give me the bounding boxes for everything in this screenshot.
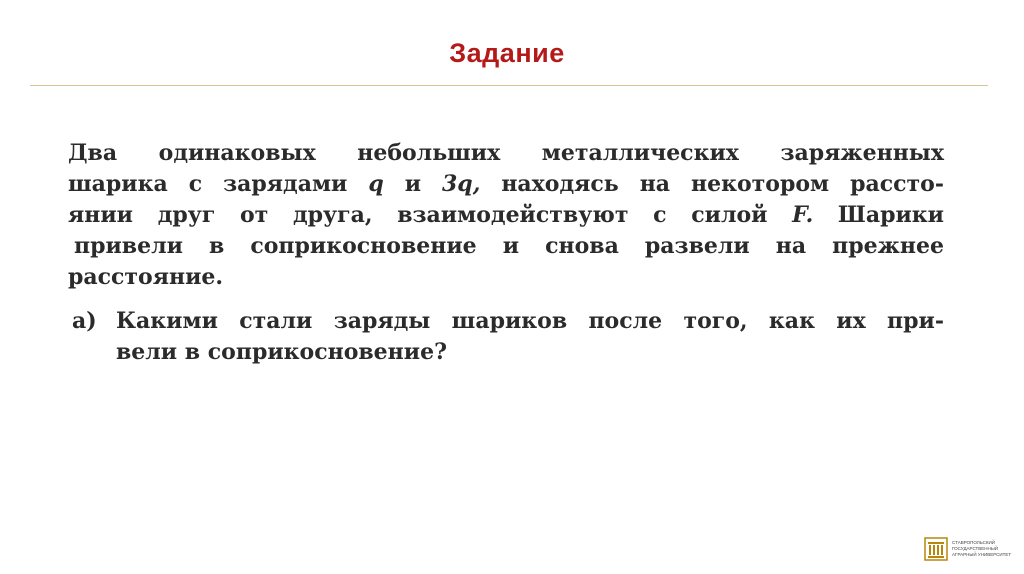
task-line [68, 169, 944, 200]
question-line [116, 337, 944, 368]
title-divider [30, 85, 988, 86]
question-a [68, 306, 944, 368]
word: силой [691, 202, 768, 228]
task-text [68, 138, 944, 293]
university-logo [924, 535, 1016, 563]
word: с [188, 171, 203, 197]
word: прежнее [832, 233, 944, 259]
task-line [68, 138, 944, 169]
word: соприкосновение? [207, 339, 447, 365]
word: и [404, 171, 422, 197]
word: снова [545, 233, 619, 259]
word: находясь [501, 171, 619, 197]
word: шариков [451, 308, 568, 334]
word: взаимодействуют [397, 202, 629, 228]
word: при- [887, 308, 944, 334]
word: Шарики [837, 202, 944, 228]
word: некотором [691, 171, 830, 197]
word: на [775, 233, 807, 259]
university-name [952, 540, 1011, 558]
question-line [116, 306, 944, 337]
word: и [502, 233, 520, 259]
word: вели [116, 339, 178, 365]
word: в [208, 233, 225, 259]
word: соприкосновение [250, 233, 477, 259]
logo-line: АГРАРНЫЙ УНИВЕРСИТЕТ [952, 552, 1012, 557]
slide-title: Задание [449, 38, 565, 68]
task-line [68, 262, 944, 293]
word: развели [644, 233, 750, 259]
word: друг [157, 202, 216, 228]
word: с [653, 202, 667, 228]
word: одинаковых [158, 140, 316, 166]
task-line [68, 231, 944, 262]
word: рассто- [850, 171, 944, 197]
word: заряды [333, 308, 431, 334]
university-emblem-icon [924, 537, 948, 561]
force-variable: F. [792, 202, 814, 228]
charge-variable: 3q, [442, 171, 481, 197]
logo-line: СТАВРОПОЛЬСКИЙ [952, 540, 995, 545]
question-marker: а) [72, 308, 97, 334]
word: друга, [293, 202, 373, 228]
word: зарядами [223, 171, 348, 197]
word: металлических [541, 140, 739, 166]
word: в [184, 339, 201, 365]
question-body [116, 306, 944, 368]
word: как [768, 308, 815, 334]
word: привели [74, 233, 183, 259]
word: шарика [68, 171, 168, 197]
task-line [68, 200, 944, 231]
charge-variable: q [368, 171, 384, 197]
word: Какими [116, 308, 218, 334]
word: после [588, 308, 663, 334]
word: заряженных [780, 140, 944, 166]
word: янии [68, 202, 133, 228]
logo-line: ГОСУДАРСТВЕННЫЙ [952, 546, 999, 551]
word: Два [68, 140, 118, 166]
word: стали [239, 308, 313, 334]
word: того, [683, 308, 748, 334]
word: от [240, 202, 269, 228]
word: расстояние. [68, 264, 224, 290]
word: их [836, 308, 866, 334]
word: небольших [357, 140, 501, 166]
word: на [639, 171, 671, 197]
